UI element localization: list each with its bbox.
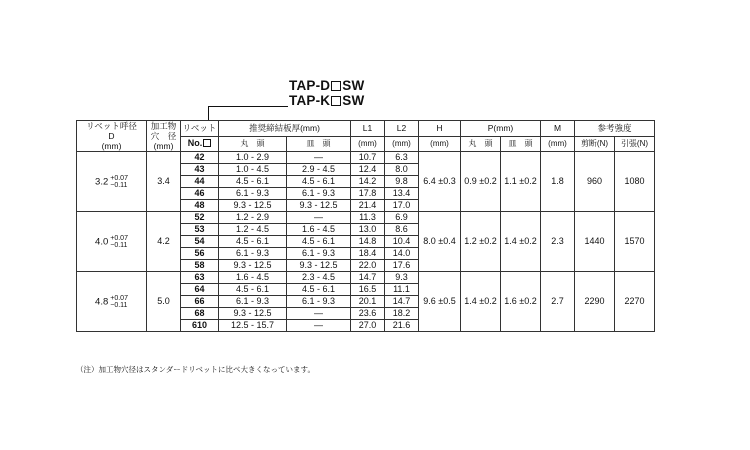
header-tensile: 引張(N) <box>615 136 655 152</box>
l1-cell: 14.8 <box>351 236 385 248</box>
header-p-flat: 皿 頭 <box>501 136 541 152</box>
grip-round-cell: 6.1 - 9.3 <box>219 188 287 200</box>
h-cell: 8.0 ±0.4 <box>419 212 461 272</box>
hole-diameter-cell: 5.0 <box>147 272 181 332</box>
table-row <box>77 212 655 224</box>
grip-round-cell: 4.5 - 6.1 <box>219 284 287 296</box>
table-row <box>77 152 655 164</box>
grip-flat-cell: — <box>287 308 351 320</box>
header-m: M <box>541 121 575 137</box>
header-rivet-no: No. <box>181 136 219 152</box>
header-p-round: 丸 頭 <box>461 136 501 152</box>
header-h-unit: (mm) <box>419 136 461 152</box>
rivet-no-cell: 68 <box>181 308 219 320</box>
grip-flat-cell: 6.1 - 9.3 <box>287 248 351 260</box>
l1-cell: 14.7 <box>351 272 385 284</box>
p-round-cell: 0.9 ±0.2 <box>461 152 501 212</box>
header-hole: 加工物 穴 径 (mm) <box>147 121 181 152</box>
grip-flat-cell: 9.3 - 12.5 <box>287 200 351 212</box>
header-h: H <box>419 121 461 137</box>
grip-round-cell: 6.1 - 9.3 <box>219 296 287 308</box>
l1-cell: 10.7 <box>351 152 385 164</box>
m-cell: 2.7 <box>541 272 575 332</box>
grip-round-cell: 1.0 - 2.9 <box>219 152 287 164</box>
header-m-unit: (mm) <box>541 136 575 152</box>
l1-cell: 20.1 <box>351 296 385 308</box>
l1-cell: 27.0 <box>351 320 385 332</box>
l2-cell: 13.4 <box>385 188 419 200</box>
l2-cell: 8.0 <box>385 164 419 176</box>
grip-flat-cell: 9.3 - 12.5 <box>287 260 351 272</box>
l2-cell: 14.0 <box>385 248 419 260</box>
rivet-no-cell: 43 <box>181 164 219 176</box>
header-l2: L2 <box>385 121 419 137</box>
grip-round-cell: 9.3 - 12.5 <box>219 200 287 212</box>
table-row <box>77 272 655 284</box>
title-tap-k-sw: TAP-K SW <box>289 93 365 108</box>
rivet-no-cell: 64 <box>181 284 219 296</box>
l2-cell: 6.3 <box>385 152 419 164</box>
l2-cell: 14.7 <box>385 296 419 308</box>
l1-cell: 11.3 <box>351 212 385 224</box>
l2-cell: 10.4 <box>385 236 419 248</box>
grip-round-cell: 4.5 - 6.1 <box>219 236 287 248</box>
grip-flat-cell: — <box>287 320 351 332</box>
hole-diameter-cell: 3.4 <box>147 152 181 212</box>
h-cell: 9.6 ±0.5 <box>419 272 461 332</box>
tensile-cell: 2270 <box>615 272 655 332</box>
l1-cell: 23.6 <box>351 308 385 320</box>
blank-box <box>331 81 341 91</box>
rivet-no-cell: 52 <box>181 212 219 224</box>
rivet-no-cell: 44 <box>181 176 219 188</box>
l1-cell: 12.4 <box>351 164 385 176</box>
p-flat-cell: 1.4 ±0.2 <box>501 212 541 272</box>
p-round-cell: 1.4 ±0.2 <box>461 272 501 332</box>
header-shear: 剪断(N) <box>575 136 615 152</box>
l2-cell: 9.8 <box>385 176 419 188</box>
l2-cell: 11.1 <box>385 284 419 296</box>
p-round-cell: 1.2 ±0.2 <box>461 212 501 272</box>
rivet-no-cell: 66 <box>181 296 219 308</box>
rivet-no-cell: 610 <box>181 320 219 332</box>
grip-round-cell: 12.5 - 15.7 <box>219 320 287 332</box>
grip-flat-cell: — <box>287 212 351 224</box>
grip-flat-cell: — <box>287 152 351 164</box>
header-p: P(mm) <box>461 121 541 137</box>
l1-cell: 16.5 <box>351 284 385 296</box>
header-rivet: リベット <box>181 121 219 137</box>
l2-cell: 18.2 <box>385 308 419 320</box>
header-rivet-dia: リベット呼径 D (mm) <box>77 121 147 152</box>
m-cell: 1.8 <box>541 152 575 212</box>
rivet-no-cell: 58 <box>181 260 219 272</box>
h-cell: 6.4 ±0.3 <box>419 152 461 212</box>
rivet-no-cell: 56 <box>181 248 219 260</box>
l1-cell: 21.4 <box>351 200 385 212</box>
grip-flat-cell: 4.5 - 6.1 <box>287 236 351 248</box>
title-tap-d-sw: TAP-D SW <box>289 78 365 93</box>
leader-line <box>208 106 288 107</box>
grip-round-cell: 9.3 - 12.5 <box>219 260 287 272</box>
tensile-cell: 1570 <box>615 212 655 272</box>
shear-cell: 2290 <box>575 272 615 332</box>
rivet-diameter-cell: 3.2 +0.07 −0.11 <box>77 152 147 212</box>
rivet-no-cell: 54 <box>181 236 219 248</box>
p-flat-cell: 1.6 ±0.2 <box>501 272 541 332</box>
hole-diameter-cell: 4.2 <box>147 212 181 272</box>
footnote: （注）加工物穴径はスタンダードリベットに比べ大きくなっています。 <box>76 365 315 374</box>
l2-cell: 17.0 <box>385 200 419 212</box>
l1-cell: 17.8 <box>351 188 385 200</box>
shear-cell: 960 <box>575 152 615 212</box>
header-grip: 推奨締結板厚(mm) <box>219 121 351 137</box>
grip-flat-cell: 4.5 - 6.1 <box>287 176 351 188</box>
l2-cell: 17.6 <box>385 260 419 272</box>
header-l1: L1 <box>351 121 385 137</box>
grip-flat-cell: 4.5 - 6.1 <box>287 284 351 296</box>
blank-box <box>331 96 341 106</box>
grip-flat-cell: 6.1 - 9.3 <box>287 188 351 200</box>
header-grip-flat: 皿 頭 <box>287 136 351 152</box>
p-flat-cell: 1.1 ±0.2 <box>501 152 541 212</box>
grip-round-cell: 6.1 - 9.3 <box>219 248 287 260</box>
rivet-no-cell: 42 <box>181 152 219 164</box>
header-grip-round: 丸 頭 <box>219 136 287 152</box>
rivet-diameter-cell: 4.0 +0.07 −0.11 <box>77 212 147 272</box>
header-strength: 参考強度 <box>575 121 655 137</box>
rivet-no-cell: 63 <box>181 272 219 284</box>
m-cell: 2.3 <box>541 212 575 272</box>
grip-flat-cell: 6.1 - 9.3 <box>287 296 351 308</box>
grip-round-cell: 9.3 - 12.5 <box>219 308 287 320</box>
rivet-no-cell: 53 <box>181 224 219 236</box>
tensile-cell: 1080 <box>615 152 655 212</box>
grip-flat-cell: 2.3 - 4.5 <box>287 272 351 284</box>
l1-cell: 13.0 <box>351 224 385 236</box>
shear-cell: 1440 <box>575 212 615 272</box>
l2-cell: 9.3 <box>385 272 419 284</box>
header-l1-unit: (mm) <box>351 136 385 152</box>
rivet-no-cell: 48 <box>181 200 219 212</box>
grip-round-cell: 1.6 - 4.5 <box>219 272 287 284</box>
grip-round-cell: 1.0 - 4.5 <box>219 164 287 176</box>
grip-round-cell: 1.2 - 4.5 <box>219 224 287 236</box>
l2-cell: 8.6 <box>385 224 419 236</box>
grip-flat-cell: 2.9 - 4.5 <box>287 164 351 176</box>
grip-round-cell: 1.2 - 2.9 <box>219 212 287 224</box>
spec-table <box>76 120 655 332</box>
leader-line <box>208 106 209 121</box>
l1-cell: 18.4 <box>351 248 385 260</box>
l2-cell: 21.6 <box>385 320 419 332</box>
grip-flat-cell: 1.6 - 4.5 <box>287 224 351 236</box>
l1-cell: 14.2 <box>351 176 385 188</box>
l2-cell: 6.9 <box>385 212 419 224</box>
header-l2-unit: (mm) <box>385 136 419 152</box>
grip-round-cell: 4.5 - 6.1 <box>219 176 287 188</box>
rivet-no-cell: 46 <box>181 188 219 200</box>
rivet-diameter-cell: 4.8 +0.07 −0.11 <box>77 272 147 332</box>
l1-cell: 22.0 <box>351 260 385 272</box>
